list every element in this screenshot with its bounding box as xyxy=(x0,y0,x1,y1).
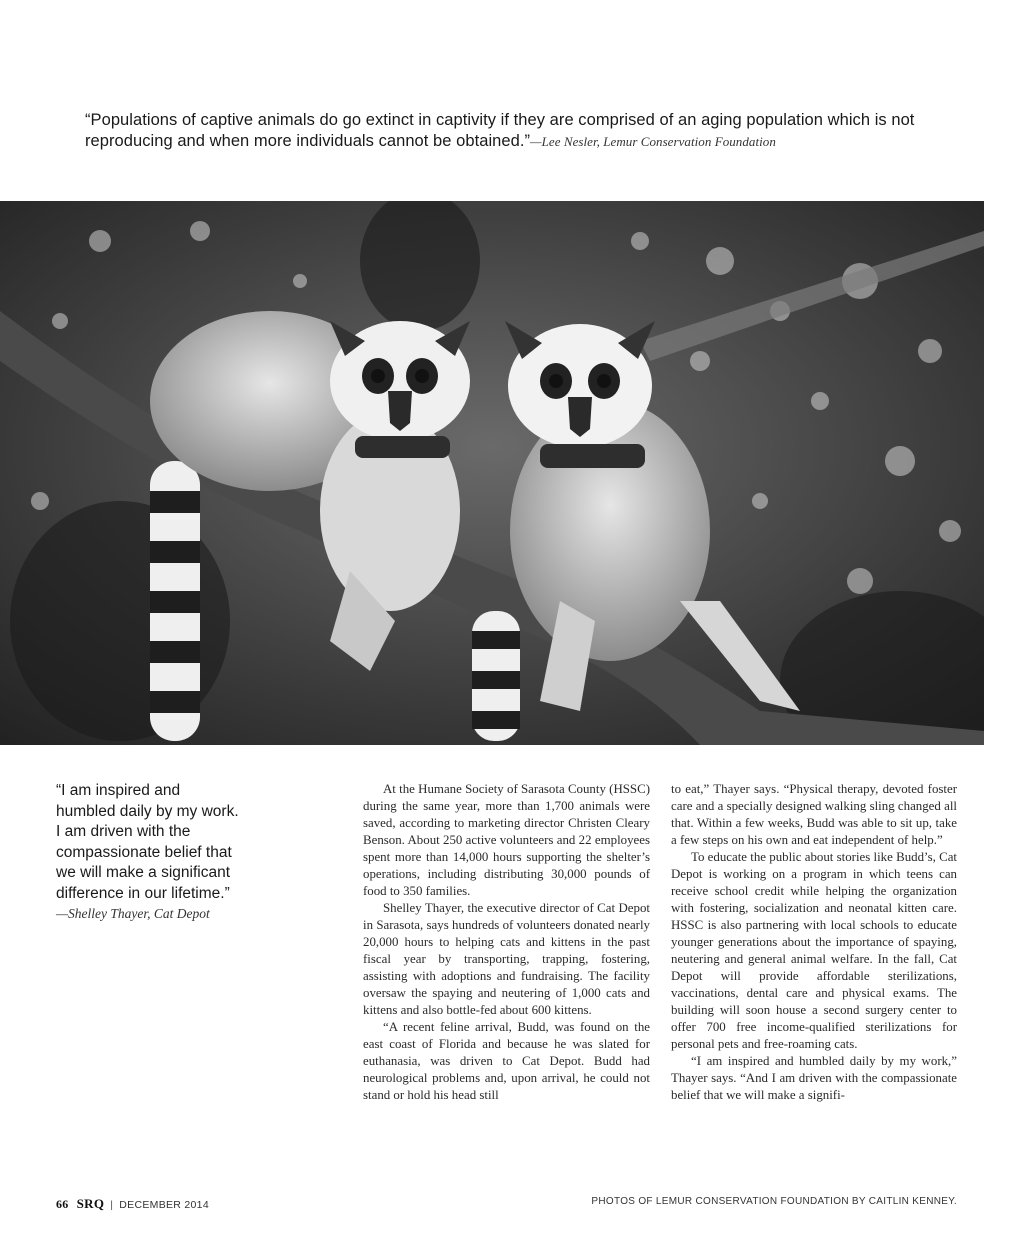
issue-date: DECEMBER 2014 xyxy=(119,1199,209,1211)
paragraph: to eat,” Thayer says. “Physical therapy, devoted foster care and a specially designed walking sling changed all that. Within a few weeks, Budd was able to sit up, take a few steps on his own and eat independent of help.” xyxy=(671,782,957,847)
article-column-2 xyxy=(671,781,957,1104)
article-column-1 xyxy=(363,781,650,1104)
lemur-photo xyxy=(0,201,984,745)
folio-separator: | xyxy=(110,1199,114,1211)
top-quote-attribution: —Lee Nesler, Lemur Conservation Foundation xyxy=(530,134,776,149)
paragraph: “A recent feline arrival, Budd, was found on the east coast of Florida and because he was slated for euthanasia, was driven to Cat Depot. Budd had neurological problems and, upon arrival, he could not stand or hold his head still xyxy=(363,1020,650,1102)
paragraph: At the Humane Society of Sarasota County (HSSC) during the same year, more than 1,700 animals were saved, according to marketing director Christen Cleary Benson. About 250 active volunteers and 22 employees spent more than 14,000 hours supporting the shelter’s operations, including distributing 30,000 pounds of food to 350 families. xyxy=(363,782,650,898)
page-number: 66 xyxy=(56,1197,69,1211)
paragraph: “I am inspired and humbled daily by my work,” Thayer says. “And I am driven with the compassionate belief that we will make a signifi- xyxy=(671,1054,957,1102)
top-quote-text: “Populations of captive animals do go extinct in captivity if they are comprised of an aging population which is not reproducing and when more individuals cannot be obtained.” xyxy=(85,111,915,150)
paragraph: To educate the public about stories like Budd’s, Cat Depot is working on a program in which teens can receive school credit while helping the organization with fostering, socialization and neonatal kitten care. HSSC is also partnering with local schools to educate younger generations about the importance of spaying, neutering and general animal welfare. In the fall, Cat Depot will provide affordable sterilizations, vaccinations, dental care and physical exams. The building will soon house a second surgery center to offer 700 free income-qualified sterilizations for personal pets and free-roaming cats. xyxy=(671,850,957,1051)
paragraph: Shelley Thayer, the executive director of Cat Depot in Sarasota, says hundreds of volunteers donated nearly 20,000 hours to helping cats and kittens in the past fiscal year by transporting, trapping, fostering, assisting with adoptions and fundraising. The facility oversaw the spaying and neutering of 1,000 cats and kittens and also bottle-fed about 600 kittens. xyxy=(363,901,650,1017)
photo-credit: PHOTOS OF LEMUR CONSERVATION FOUNDATION BY CAITLIN KENNEY. xyxy=(591,1196,957,1207)
top-quote xyxy=(85,110,955,152)
pull-quote-text: “I am inspired and humbled daily by my work. I am driven with the compassionate belief that we will make a significant difference in our lifetime.” xyxy=(56,782,239,902)
pull-quote-attribution: —Shelley Thayer, Cat Depot xyxy=(56,906,210,921)
magazine-name: SRQ xyxy=(76,1196,105,1211)
pull-quote xyxy=(56,781,241,925)
folio xyxy=(56,1196,209,1212)
